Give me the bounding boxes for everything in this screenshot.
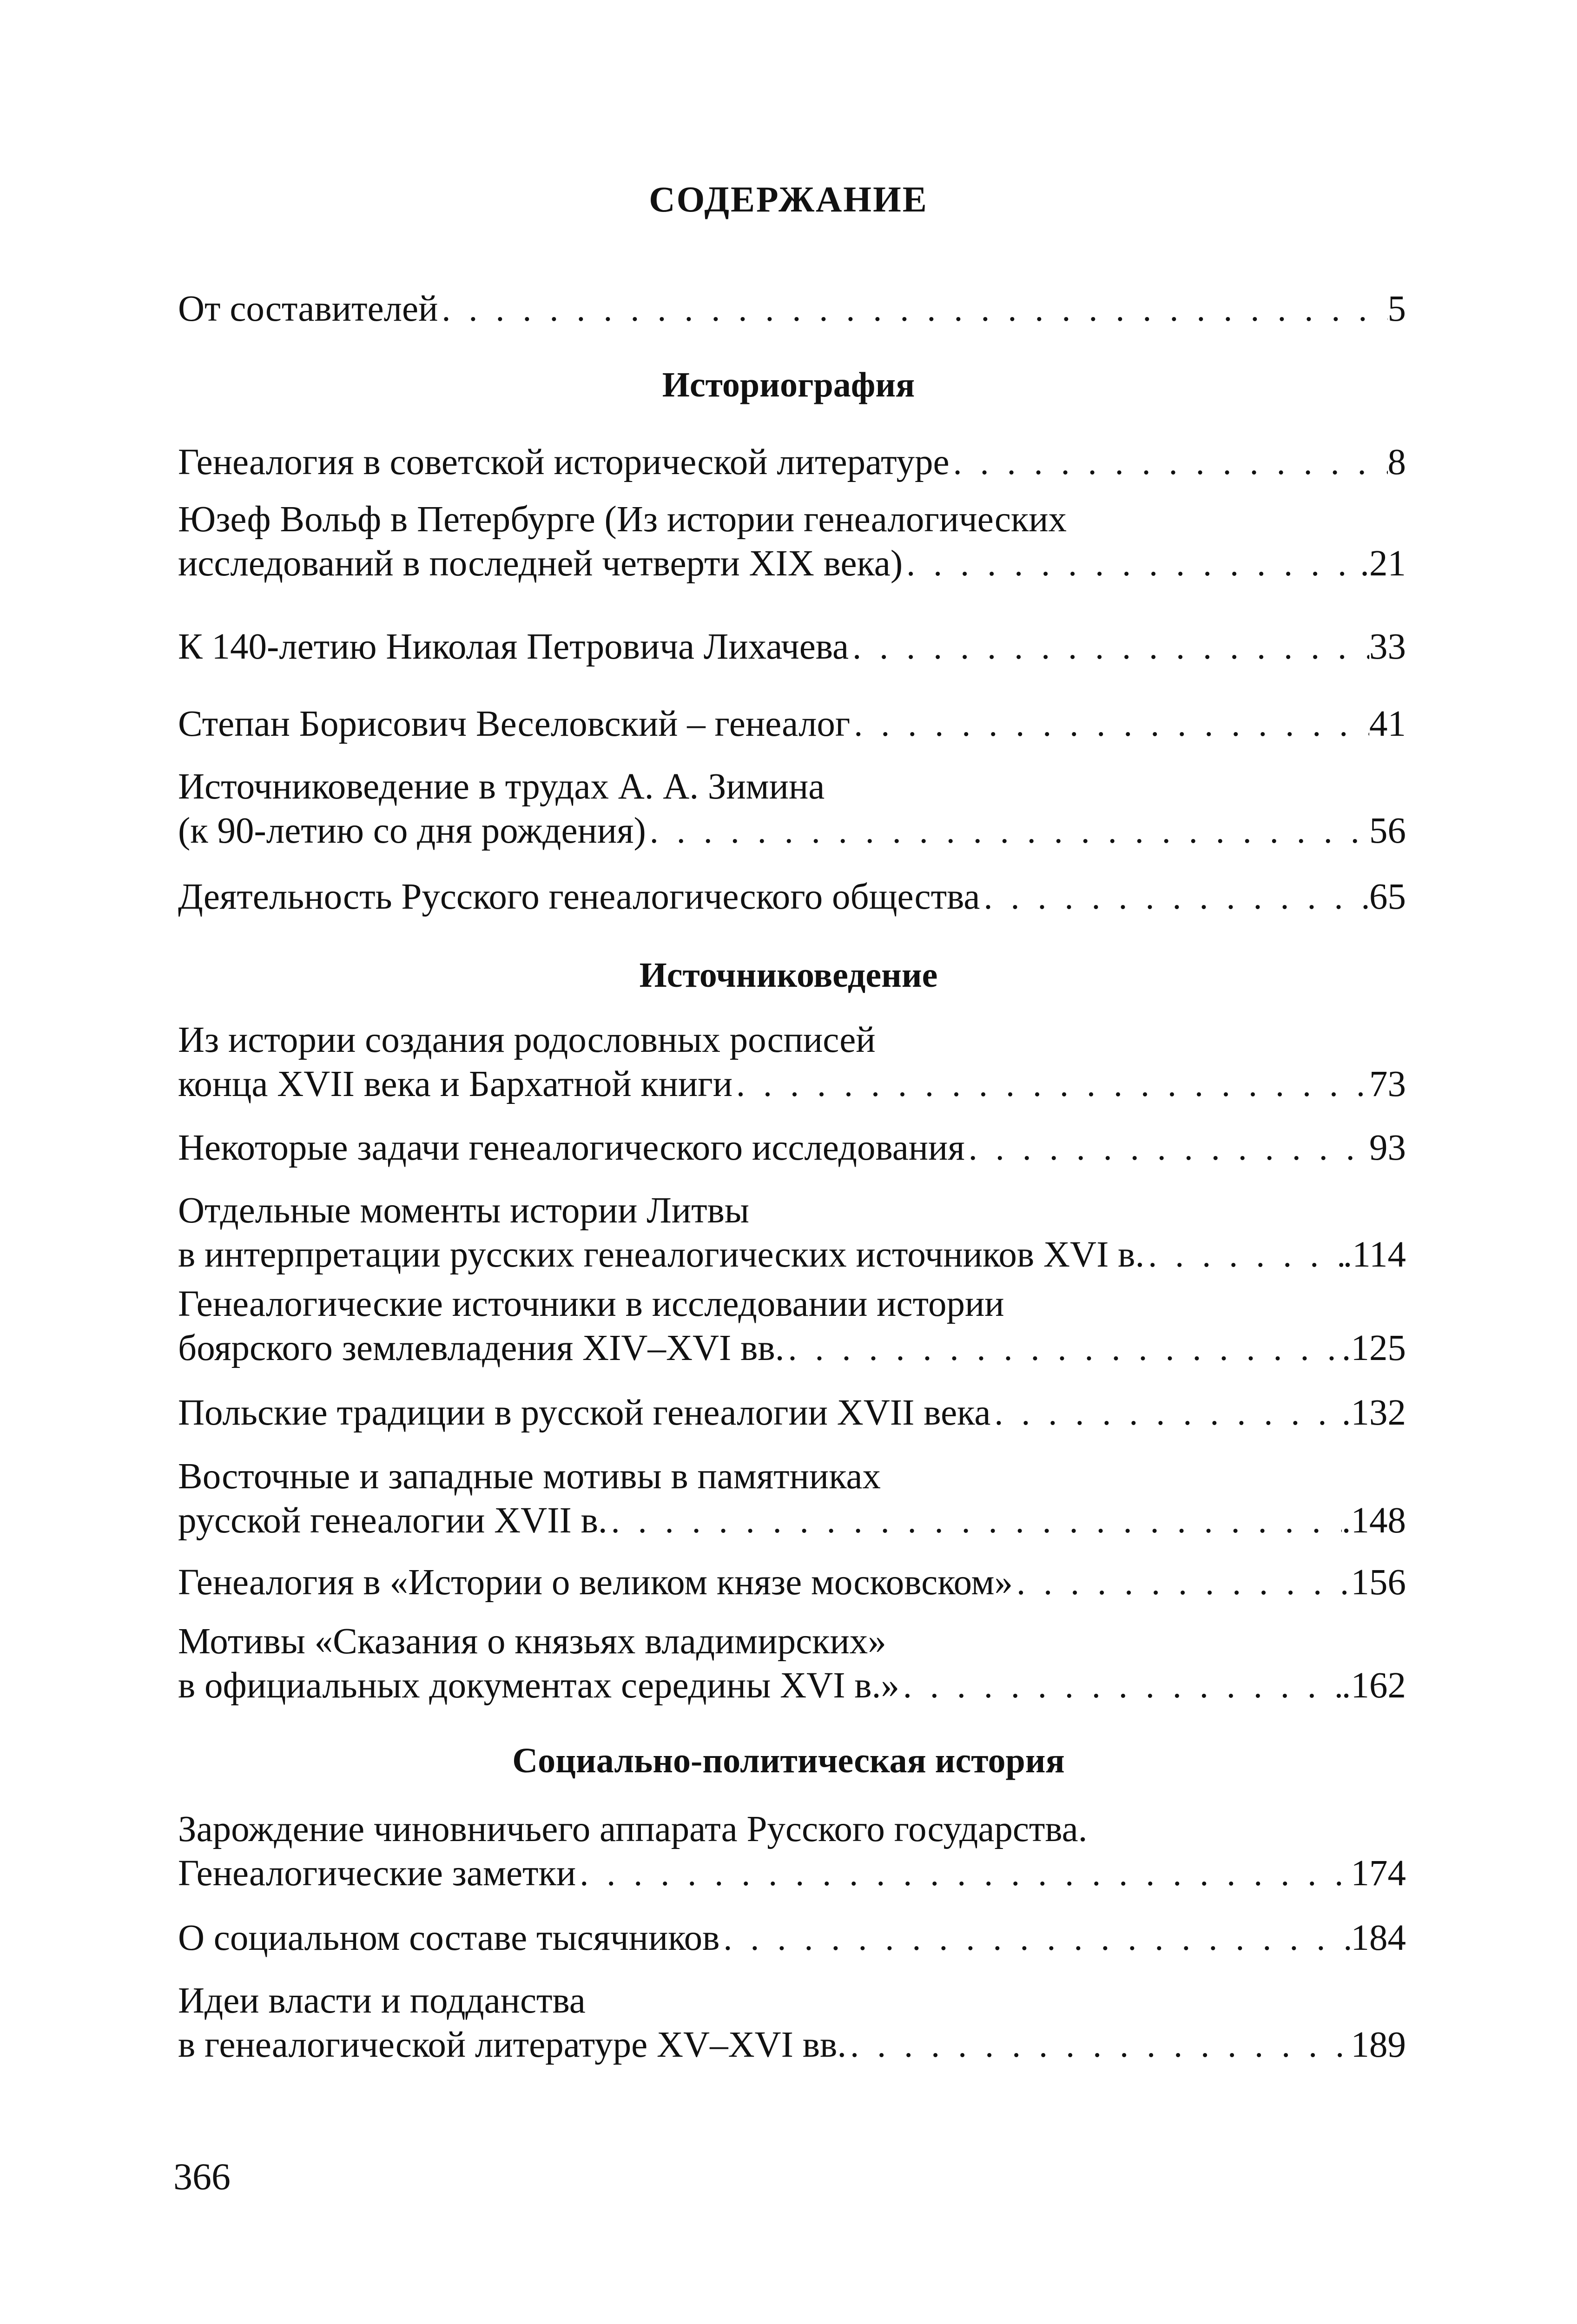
entry-title: Генеалогические заметки (178, 1853, 576, 1894)
entry-title: исследований в последней четверти XIX века) (178, 543, 903, 584)
entry-page: 65 (1369, 877, 1406, 917)
toc-entry[interactable] (178, 501, 1406, 582)
toc-entry-from-compilers[interactable] (178, 290, 1406, 327)
toc-entry[interactable] (178, 706, 1406, 742)
entry-title-line1: Восточные и западные мотивы в памятниках (178, 1456, 881, 1497)
dot-leader (965, 1130, 1369, 1166)
entry-page: 73 (1369, 1064, 1406, 1104)
entry-title: в интерпретации русских генеалогических источников XVI в. (178, 1235, 1145, 1275)
toc-entry[interactable] (178, 1564, 1406, 1601)
entry-title-line1: Источниковедение в трудах А. А. Зимина (178, 766, 825, 807)
entry-page: 41 (1369, 704, 1406, 744)
section-heading-source-studies: Источниковедение (639, 956, 938, 995)
entry-title: конца XVII века и Бархатной книги (178, 1064, 732, 1104)
dot-leader (719, 1921, 1351, 1956)
dot-leader (438, 291, 1387, 327)
entry-title: русской генеалогии XVII в. (178, 1500, 607, 1541)
entry-page: .148 (1341, 1500, 1406, 1541)
entry-page: 189 (1351, 2025, 1406, 2065)
toc-entry[interactable] (178, 1022, 1406, 1103)
toc-entry[interactable] (178, 1286, 1406, 1367)
entry-title: Деятельность Русского генеалогического общества (178, 877, 980, 917)
entry-title: (к 90-летию со дня рождения) (178, 811, 646, 851)
entry-page: 33 (1369, 627, 1406, 667)
entry-page: .125 (1341, 1328, 1406, 1368)
dot-leader (850, 706, 1369, 742)
dot-leader (846, 2027, 1351, 2063)
entry-title-line1: Мотивы «Сказания о князьях владимирских» (178, 1621, 886, 1662)
toc-entry[interactable] (178, 1982, 1406, 2063)
toc-entry[interactable] (178, 1129, 1406, 1166)
toc-entry[interactable] (178, 1811, 1406, 1892)
entry-title: Польские традиции в русской генеалогии XVII века (178, 1393, 991, 1433)
dot-leader (903, 546, 1360, 581)
entry-page: 8 (1387, 442, 1406, 482)
section-heading-social-political-history: Социально-политическая история (512, 1741, 1065, 1780)
toc-entry[interactable] (178, 1458, 1406, 1539)
entry-page: .21 (1360, 543, 1406, 584)
toc-entry[interactable] (178, 628, 1406, 665)
entry-page: 156 (1351, 1562, 1406, 1603)
dot-leader (950, 445, 1388, 480)
entry-title-line1: Зарождение чиновничьего аппарата Русского государства. (178, 1809, 1088, 1849)
entry-title: О социальном составе тысячников (178, 1918, 720, 1958)
toc-entry[interactable] (178, 1394, 1406, 1431)
entry-title-line1: Отдельные моменты истории Литвы (178, 1190, 749, 1231)
dot-leader (607, 1503, 1342, 1538)
dot-leader (980, 879, 1369, 915)
toc-entry[interactable] (178, 768, 1406, 849)
page-number: 366 (173, 2155, 231, 2198)
entry-title-line1: Юзеф Вольф в Петербурге (Из истории генеалогических (178, 499, 1067, 540)
entry-title-line1: Идеи власти и подданства (178, 1981, 586, 2021)
toc-entry[interactable] (178, 1192, 1406, 1273)
dot-leader (1144, 1237, 1343, 1273)
entry-page: .162 (1341, 1665, 1406, 1706)
toc-entry[interactable] (178, 444, 1406, 481)
entry-title: в официальных документах середины XVI в.» (178, 1665, 899, 1706)
entry-page: 184 (1351, 1918, 1406, 1958)
entry-title: в генеалогической литературе XV–XVI вв. (178, 2025, 847, 2065)
entry-page: 174 (1351, 1853, 1406, 1894)
entry-title: Некоторые задачи генеалогического исследования (178, 1128, 965, 1168)
toc-entry[interactable] (178, 878, 1406, 915)
entry-page: 93 (1369, 1128, 1406, 1168)
entry-page: .114 (1343, 1235, 1406, 1275)
entry-title: Генеалогия в советской исторической литературе (178, 442, 950, 482)
entry-title: Генеалогия в «Истории о великом князе московском» (178, 1562, 1013, 1603)
entry-page: 5 (1387, 289, 1406, 329)
dot-leader (732, 1067, 1369, 1102)
entry-page: 56 (1369, 811, 1406, 851)
dot-leader (784, 1331, 1341, 1366)
dot-leader (849, 629, 1369, 665)
page-title: СОДЕРЖАНИЕ (649, 179, 928, 219)
entry-page: .132 (1341, 1393, 1406, 1433)
entry-title: боярского землевладения XIV–XVI вв. (178, 1328, 785, 1368)
dot-leader (646, 813, 1369, 849)
dot-leader (899, 1668, 1342, 1703)
entry-title: Степан Борисович Веселовский – генеалог (178, 704, 851, 744)
entry-title: К 140-летию Николая Петровича Лихачева (178, 627, 849, 667)
dot-leader (576, 1856, 1351, 1891)
section-heading-historiography: Историография (662, 365, 915, 404)
toc-entry[interactable] (178, 1623, 1406, 1704)
toc-entry[interactable] (178, 1920, 1406, 1956)
entry-title: От составителей (178, 289, 438, 329)
dot-leader (990, 1395, 1341, 1431)
dot-leader (1013, 1565, 1351, 1600)
entry-title-line1: Генеалогические источники в исследовании истории (178, 1284, 1004, 1324)
entry-title-line1: Из истории создания родословных росписей (178, 1020, 876, 1060)
